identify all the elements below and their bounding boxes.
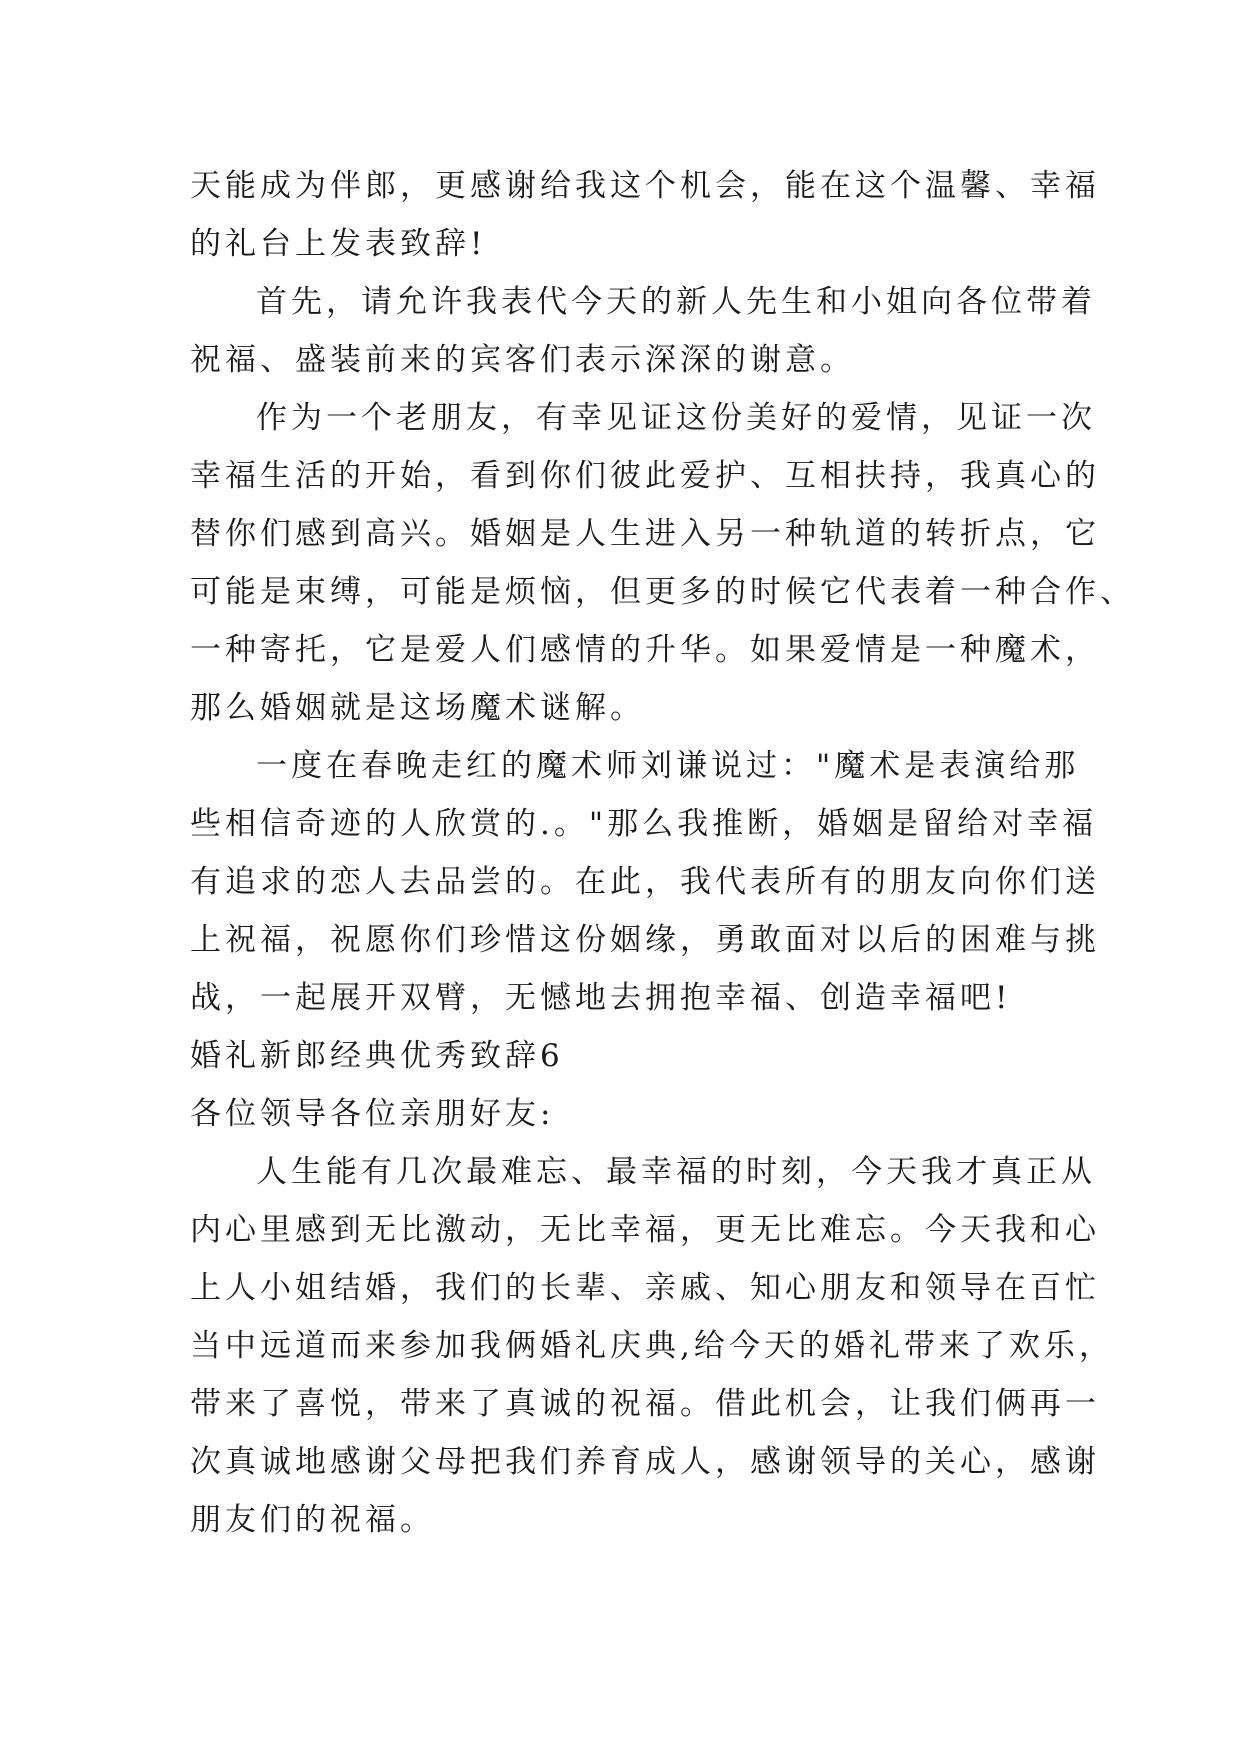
text-line: 替你们感到高兴。婚姻是人生进入另一种轨道的转折点，它 [190,516,1100,552]
text-line: 当中远道而来参加我俩婚礼庆典,给今天的婚礼带来了欢乐， [190,1328,1114,1364]
text-line: 人生能有几次最难忘、最幸福的时刻，今天我才真正从 [256,1154,1096,1190]
text-line: 的礼台上发表致辞! [190,226,487,262]
text-line: 天能成为伴郎，更感谢给我这个机会，能在这个温馨、幸福 [190,168,1100,204]
text-line: 首先，请允许我表代今天的新人先生和小姐向各位带着 [256,284,1096,320]
document-body [190,157,1135,1549]
text-line: 作为一个老朋友，有幸见证这份美好的爱情，见证一次 [256,400,1096,436]
text-line: 战，一起展开双臂，无憾地去拥抱幸福、创造幸福吧! [190,980,1012,1016]
text-line: 朋友们的祝福。 [190,1502,435,1538]
paragraph [190,273,1096,389]
paragraph [190,157,1100,273]
text-line: 那么婚姻就是这场魔术谜解。 [190,690,645,726]
section-heading [190,1027,1065,1085]
text-line: 上人小姐结婚，我们的长辈、亲戚、知心朋友和领导在百忙 [190,1270,1100,1306]
heading-text: 婚礼新郎经典优秀致辞6 [190,1038,564,1074]
text-line: 内心里感到无比激动，无比幸福，更无比难忘。今天我和心 [190,1212,1100,1248]
text-line: 上祝福，祝愿你们珍惜这份姻缘，勇敢面对以后的困难与挑 [190,922,1100,958]
text-line: 一种寄托，它是爱人们感情的升华。如果爱情是一种魔术， [190,632,1100,668]
paragraph [190,737,1100,1027]
text-line: 些相信奇迹的人欣赏的.。"那么我推断，婚姻是留给对幸福 [190,806,1098,842]
paragraph [190,1143,1114,1549]
text-line: 次真诚地感谢父母把我们养育成人，感谢领导的关心，感谢 [190,1444,1100,1480]
text-line: 有追求的恋人去品尝的。在此，我代表所有的朋友向你们送 [190,864,1100,900]
salutation-text: 各位领导各位亲朋好友: [190,1096,555,1132]
paragraph [190,389,1135,737]
text-line: 可能是束缚，可能是烦恼，但更多的时候它代表着一种合作、 [190,574,1135,610]
text-line: 祝福、盛装前来的宾客们表示深深的谢意。 [190,342,855,378]
salutation [190,1085,1065,1143]
text-line: 带来了喜悦，带来了真诚的祝福。借此机会，让我们俩再一 [190,1386,1100,1422]
text-line: 幸福生活的开始，看到你们彼此爱护、互相扶持，我真心的 [190,458,1100,494]
text-line: 一度在春晚走红的魔术师刘谦说过："魔术是表演给那 [256,748,1080,784]
